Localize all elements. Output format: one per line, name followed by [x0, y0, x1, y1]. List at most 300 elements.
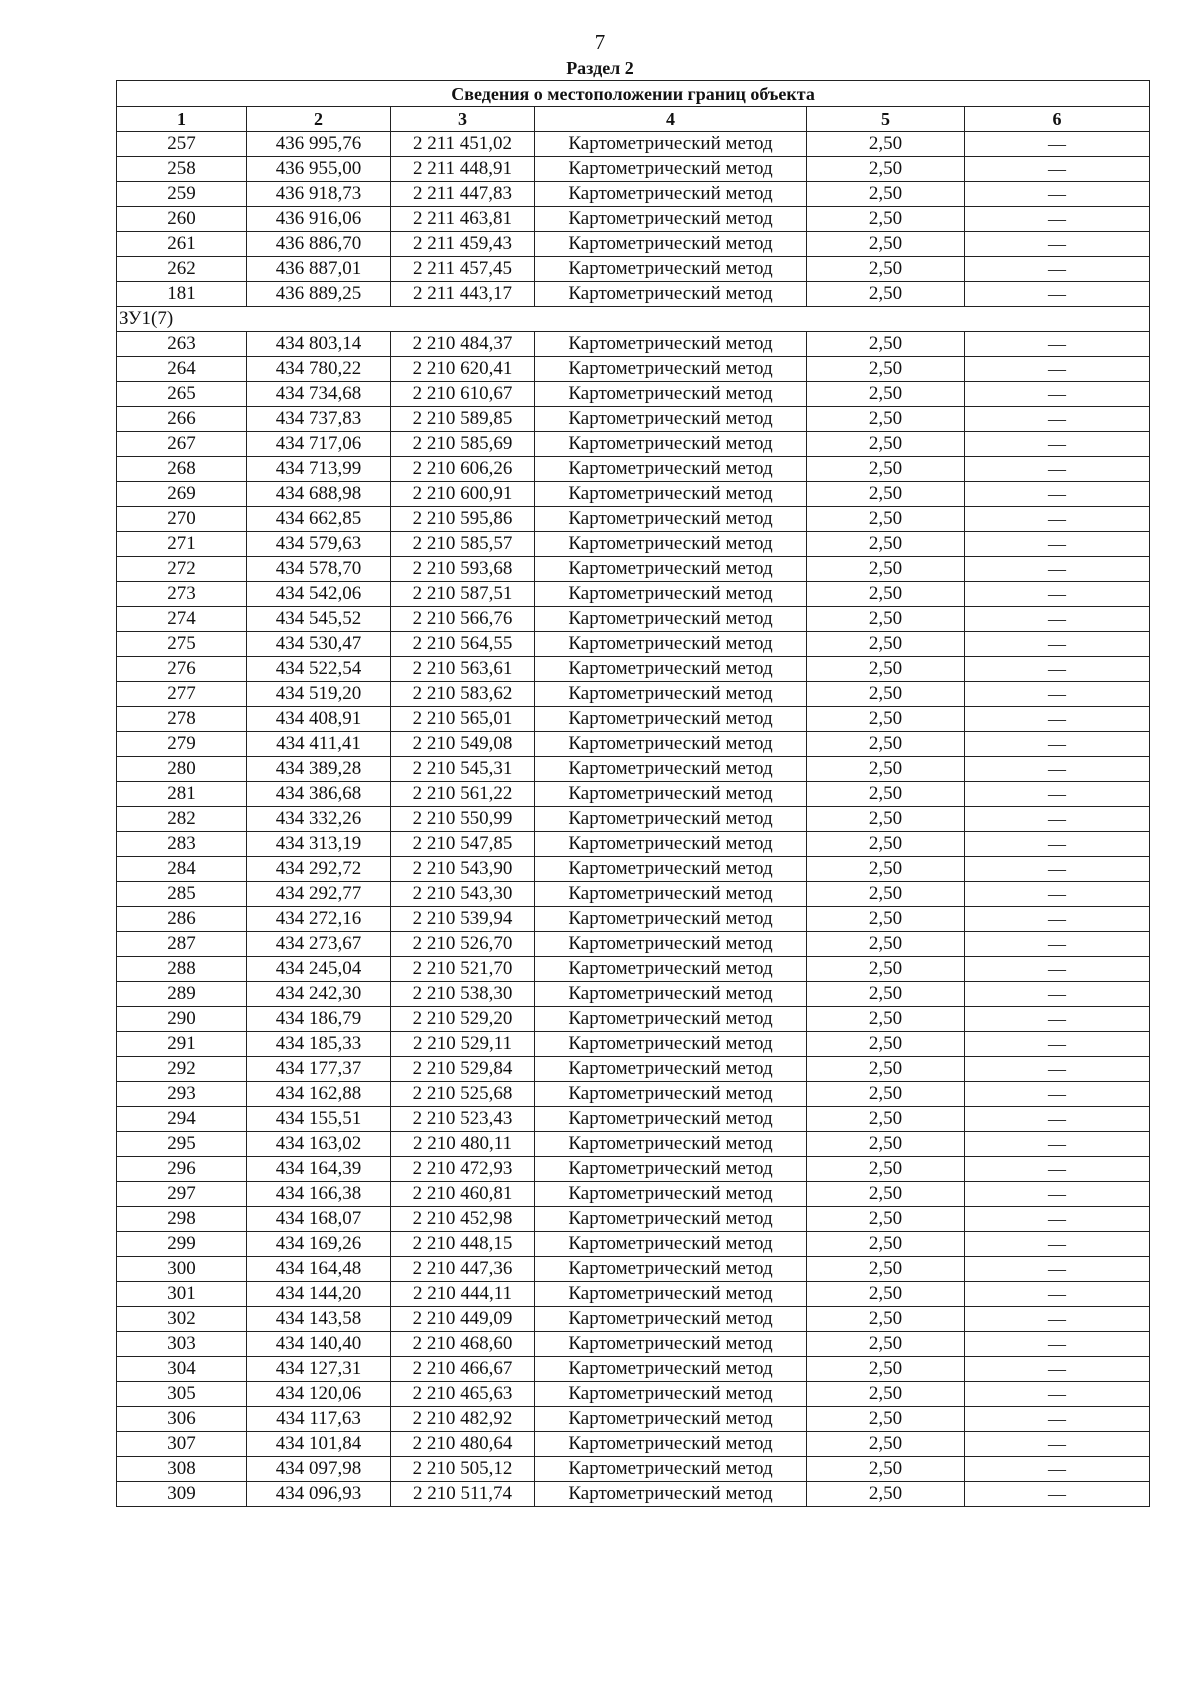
- point-number-cell: 297: [117, 1182, 247, 1207]
- method-cell: Картометрический метод: [535, 957, 807, 982]
- table-row: [117, 757, 1150, 782]
- table-row: [117, 282, 1150, 307]
- point-number-cell: 269: [117, 482, 247, 507]
- y-coordinate-cell: 2 210 545,31: [391, 757, 535, 782]
- method-cell: Картометрический метод: [535, 282, 807, 307]
- table-row: [117, 707, 1150, 732]
- group-label: ЗУ1(7): [117, 307, 1150, 332]
- y-coordinate-cell: 2 210 566,76: [391, 607, 535, 632]
- table-row: [117, 1007, 1150, 1032]
- x-coordinate-cell: 434 169,26: [247, 1232, 391, 1257]
- note-cell: —: [965, 1032, 1150, 1057]
- point-number-cell: 278: [117, 707, 247, 732]
- accuracy-cell: 2,50: [807, 332, 965, 357]
- x-coordinate-cell: 434 542,06: [247, 582, 391, 607]
- y-coordinate-cell: 2 210 480,11: [391, 1132, 535, 1157]
- y-coordinate-cell: 2 210 480,64: [391, 1432, 535, 1457]
- y-coordinate-cell: 2 210 525,68: [391, 1082, 535, 1107]
- x-coordinate-cell: 434 273,67: [247, 932, 391, 957]
- note-cell: —: [965, 1182, 1150, 1207]
- y-coordinate-cell: 2 211 448,91: [391, 157, 535, 182]
- x-coordinate-cell: 434 242,30: [247, 982, 391, 1007]
- accuracy-cell: 2,50: [807, 1132, 965, 1157]
- x-coordinate-cell: 434 096,93: [247, 1482, 391, 1507]
- method-cell: Картометрический метод: [535, 682, 807, 707]
- x-coordinate-cell: 434 140,40: [247, 1332, 391, 1357]
- accuracy-cell: 2,50: [807, 507, 965, 532]
- accuracy-cell: 2,50: [807, 232, 965, 257]
- note-cell: —: [965, 1232, 1150, 1257]
- accuracy-cell: 2,50: [807, 357, 965, 382]
- y-coordinate-cell: 2 210 585,69: [391, 432, 535, 457]
- x-coordinate-cell: 434 168,07: [247, 1207, 391, 1232]
- table-row: [117, 157, 1150, 182]
- accuracy-cell: 2,50: [807, 1407, 965, 1432]
- point-number-cell: 259: [117, 182, 247, 207]
- x-coordinate-cell: 434 164,48: [247, 1257, 391, 1282]
- point-number-cell: 286: [117, 907, 247, 932]
- accuracy-cell: 2,50: [807, 482, 965, 507]
- x-coordinate-cell: 434 292,72: [247, 857, 391, 882]
- x-coordinate-cell: 434 389,28: [247, 757, 391, 782]
- accuracy-cell: 2,50: [807, 1257, 965, 1282]
- table-row: [117, 1307, 1150, 1332]
- point-number-cell: 263: [117, 332, 247, 357]
- point-number-cell: 296: [117, 1157, 247, 1182]
- note-cell: —: [965, 482, 1150, 507]
- point-number-cell: 258: [117, 157, 247, 182]
- accuracy-cell: 2,50: [807, 1157, 965, 1182]
- point-number-cell: 280: [117, 757, 247, 782]
- note-cell: —: [965, 907, 1150, 932]
- table-row: [117, 257, 1150, 282]
- accuracy-cell: 2,50: [807, 257, 965, 282]
- note-cell: —: [965, 282, 1150, 307]
- method-cell: Картометрический метод: [535, 932, 807, 957]
- method-cell: Картометрический метод: [535, 232, 807, 257]
- note-cell: —: [965, 757, 1150, 782]
- table-row: [117, 782, 1150, 807]
- table-row: [117, 407, 1150, 432]
- point-number-cell: 274: [117, 607, 247, 632]
- y-coordinate-cell: 2 211 459,43: [391, 232, 535, 257]
- section-title: Раздел 2: [566, 58, 634, 78]
- method-cell: Картометрический метод: [535, 482, 807, 507]
- table-row: [117, 182, 1150, 207]
- table-row: [117, 1107, 1150, 1132]
- accuracy-cell: 2,50: [807, 632, 965, 657]
- point-number-cell: 291: [117, 1032, 247, 1057]
- column-number: 2: [247, 107, 391, 132]
- y-coordinate-cell: 2 210 606,26: [391, 457, 535, 482]
- table-body: [117, 132, 1150, 1507]
- point-number-cell: 302: [117, 1307, 247, 1332]
- method-cell: Картометрический метод: [535, 1257, 807, 1282]
- note-cell: —: [965, 957, 1150, 982]
- y-coordinate-cell: 2 210 511,74: [391, 1482, 535, 1507]
- method-cell: Картометрический метод: [535, 1432, 807, 1457]
- accuracy-cell: 2,50: [807, 557, 965, 582]
- y-coordinate-cell: 2 210 593,68: [391, 557, 535, 582]
- accuracy-cell: 2,50: [807, 182, 965, 207]
- method-cell: Картометрический метод: [535, 1107, 807, 1132]
- note-cell: —: [965, 882, 1150, 907]
- note-cell: —: [965, 557, 1150, 582]
- table-row: [117, 1207, 1150, 1232]
- point-number-cell: 293: [117, 1082, 247, 1107]
- x-coordinate-cell: 434 117,63: [247, 1407, 391, 1432]
- accuracy-cell: 2,50: [807, 1232, 965, 1257]
- point-number-cell: 279: [117, 732, 247, 757]
- y-coordinate-cell: 2 210 595,86: [391, 507, 535, 532]
- table-row: [117, 1132, 1150, 1157]
- method-cell: Картометрический метод: [535, 132, 807, 157]
- x-coordinate-cell: 434 579,63: [247, 532, 391, 557]
- point-number-cell: 266: [117, 407, 247, 432]
- note-cell: —: [965, 1132, 1150, 1157]
- accuracy-cell: 2,50: [807, 1432, 965, 1457]
- x-coordinate-cell: 436 916,06: [247, 207, 391, 232]
- method-cell: Картометрический метод: [535, 882, 807, 907]
- accuracy-cell: 2,50: [807, 907, 965, 932]
- accuracy-cell: 2,50: [807, 607, 965, 632]
- accuracy-cell: 2,50: [807, 1482, 965, 1507]
- table-row: [117, 1432, 1150, 1457]
- note-cell: —: [965, 982, 1150, 1007]
- method-cell: Картометрический метод: [535, 1157, 807, 1182]
- y-coordinate-cell: 2 210 484,37: [391, 332, 535, 357]
- method-cell: Картометрический метод: [535, 557, 807, 582]
- note-cell: —: [965, 532, 1150, 557]
- method-cell: Картометрический метод: [535, 582, 807, 607]
- method-cell: Картометрический метод: [535, 332, 807, 357]
- table-row: [117, 1482, 1150, 1507]
- point-number-cell: 262: [117, 257, 247, 282]
- y-coordinate-cell: 2 211 463,81: [391, 207, 535, 232]
- point-number-cell: 290: [117, 1007, 247, 1032]
- point-number-cell: 300: [117, 1257, 247, 1282]
- x-coordinate-cell: 436 918,73: [247, 182, 391, 207]
- x-coordinate-cell: 434 522,54: [247, 657, 391, 682]
- table-row: [117, 957, 1150, 982]
- x-coordinate-cell: 434 164,39: [247, 1157, 391, 1182]
- note-cell: —: [965, 1407, 1150, 1432]
- page-number: 7: [594, 30, 606, 54]
- table-row: [117, 207, 1150, 232]
- table-row: [117, 1382, 1150, 1407]
- accuracy-cell: 2,50: [807, 1207, 965, 1232]
- y-coordinate-cell: 2 211 443,17: [391, 282, 535, 307]
- table-row: [117, 682, 1150, 707]
- point-number-cell: 267: [117, 432, 247, 457]
- method-cell: Картометрический метод: [535, 182, 807, 207]
- accuracy-cell: 2,50: [807, 882, 965, 907]
- point-number-cell: 277: [117, 682, 247, 707]
- table-row: [117, 1232, 1150, 1257]
- method-cell: Картометрический метод: [535, 1232, 807, 1257]
- y-coordinate-cell: 2 210 610,67: [391, 382, 535, 407]
- y-coordinate-cell: 2 210 600,91: [391, 482, 535, 507]
- point-number-cell: 306: [117, 1407, 247, 1432]
- y-coordinate-cell: 2 210 521,70: [391, 957, 535, 982]
- x-coordinate-cell: 434 186,79: [247, 1007, 391, 1032]
- accuracy-cell: 2,50: [807, 1057, 965, 1082]
- point-number-cell: 304: [117, 1357, 247, 1382]
- x-coordinate-cell: 434 578,70: [247, 557, 391, 582]
- x-coordinate-cell: 434 101,84: [247, 1432, 391, 1457]
- point-number-cell: 303: [117, 1332, 247, 1357]
- point-number-cell: 295: [117, 1132, 247, 1157]
- accuracy-cell: 2,50: [807, 457, 965, 482]
- accuracy-cell: 2,50: [807, 1332, 965, 1357]
- x-coordinate-cell: 434 162,88: [247, 1082, 391, 1107]
- accuracy-cell: 2,50: [807, 982, 965, 1007]
- note-cell: —: [965, 1332, 1150, 1357]
- point-number-cell: 272: [117, 557, 247, 582]
- x-coordinate-cell: 434 097,98: [247, 1457, 391, 1482]
- note-cell: —: [965, 432, 1150, 457]
- table-row: [117, 532, 1150, 557]
- y-coordinate-cell: 2 211 447,83: [391, 182, 535, 207]
- point-number-cell: 284: [117, 857, 247, 882]
- x-coordinate-cell: 434 408,91: [247, 707, 391, 732]
- note-cell: —: [965, 807, 1150, 832]
- x-coordinate-cell: 434 662,85: [247, 507, 391, 532]
- method-cell: Картометрический метод: [535, 1332, 807, 1357]
- note-cell: —: [965, 1082, 1150, 1107]
- method-cell: Картометрический метод: [535, 632, 807, 657]
- note-cell: —: [965, 1457, 1150, 1482]
- table-row: [117, 1032, 1150, 1057]
- y-coordinate-cell: 2 210 468,60: [391, 1332, 535, 1357]
- point-number-cell: 309: [117, 1482, 247, 1507]
- accuracy-cell: 2,50: [807, 932, 965, 957]
- x-coordinate-cell: 434 332,26: [247, 807, 391, 832]
- table-row: [117, 1357, 1150, 1382]
- method-cell: Картометрический метод: [535, 657, 807, 682]
- note-cell: —: [965, 1432, 1150, 1457]
- note-cell: —: [965, 1382, 1150, 1407]
- note-cell: —: [965, 1357, 1150, 1382]
- method-cell: Картометрический метод: [535, 1407, 807, 1432]
- method-cell: Картометрический метод: [535, 1057, 807, 1082]
- x-coordinate-cell: 434 530,47: [247, 632, 391, 657]
- method-cell: Картометрический метод: [535, 1207, 807, 1232]
- method-cell: Картометрический метод: [535, 532, 807, 557]
- y-coordinate-cell: 2 210 583,62: [391, 682, 535, 707]
- x-coordinate-cell: 436 955,00: [247, 157, 391, 182]
- y-coordinate-cell: 2 210 547,85: [391, 832, 535, 857]
- accuracy-cell: 2,50: [807, 657, 965, 682]
- accuracy-cell: 2,50: [807, 832, 965, 857]
- y-coordinate-cell: 2 210 505,12: [391, 1457, 535, 1482]
- accuracy-cell: 2,50: [807, 1032, 965, 1057]
- accuracy-cell: 2,50: [807, 682, 965, 707]
- table-row: [117, 1457, 1150, 1482]
- x-coordinate-cell: 434 166,38: [247, 1182, 391, 1207]
- method-cell: Картометрический метод: [535, 382, 807, 407]
- note-cell: —: [965, 457, 1150, 482]
- accuracy-cell: 2,50: [807, 757, 965, 782]
- point-number-cell: 299: [117, 1232, 247, 1257]
- accuracy-cell: 2,50: [807, 382, 965, 407]
- note-cell: —: [965, 607, 1150, 632]
- method-cell: Картометрический метод: [535, 1082, 807, 1107]
- x-coordinate-cell: 434 688,98: [247, 482, 391, 507]
- table-row: [117, 557, 1150, 582]
- x-coordinate-cell: 434 272,16: [247, 907, 391, 932]
- table-row: [117, 507, 1150, 532]
- table-row: [117, 607, 1150, 632]
- x-coordinate-cell: 434 411,41: [247, 732, 391, 757]
- note-cell: —: [965, 257, 1150, 282]
- note-cell: —: [965, 1107, 1150, 1132]
- column-number: 1: [117, 107, 247, 132]
- point-number-cell: 287: [117, 932, 247, 957]
- point-number-cell: 271: [117, 532, 247, 557]
- y-coordinate-cell: 2 210 482,92: [391, 1407, 535, 1432]
- note-cell: —: [965, 357, 1150, 382]
- method-cell: Картометрический метод: [535, 1357, 807, 1382]
- column-number: 5: [807, 107, 965, 132]
- point-number-cell: 282: [117, 807, 247, 832]
- note-cell: —: [965, 157, 1150, 182]
- accuracy-cell: 2,50: [807, 1307, 965, 1332]
- note-cell: —: [965, 632, 1150, 657]
- table-row: [117, 857, 1150, 882]
- y-coordinate-cell: 2 210 538,30: [391, 982, 535, 1007]
- table-row: [117, 1157, 1150, 1182]
- method-cell: Картометрический метод: [535, 857, 807, 882]
- note-cell: —: [965, 407, 1150, 432]
- boundary-coordinates-table: [116, 80, 1150, 1507]
- y-coordinate-cell: 2 210 529,11: [391, 1032, 535, 1057]
- note-cell: —: [965, 1057, 1150, 1082]
- table-row: [117, 432, 1150, 457]
- table-row: [117, 1282, 1150, 1307]
- note-cell: —: [965, 1257, 1150, 1282]
- note-cell: —: [965, 832, 1150, 857]
- table-row: [117, 357, 1150, 382]
- method-cell: Картометрический метод: [535, 407, 807, 432]
- x-coordinate-cell: 434 177,37: [247, 1057, 391, 1082]
- y-coordinate-cell: 2 210 452,98: [391, 1207, 535, 1232]
- note-cell: —: [965, 657, 1150, 682]
- method-cell: Картометрический метод: [535, 832, 807, 857]
- table-row: [117, 1057, 1150, 1082]
- y-coordinate-cell: 2 210 550,99: [391, 807, 535, 832]
- table-row: [117, 1407, 1150, 1432]
- x-coordinate-cell: 434 163,02: [247, 1132, 391, 1157]
- x-coordinate-cell: 434 143,58: [247, 1307, 391, 1332]
- method-cell: Картометрический метод: [535, 1482, 807, 1507]
- method-cell: Картометрический метод: [535, 207, 807, 232]
- x-coordinate-cell: 434 386,68: [247, 782, 391, 807]
- y-coordinate-cell: 2 210 460,81: [391, 1182, 535, 1207]
- accuracy-cell: 2,50: [807, 532, 965, 557]
- table-row: [117, 482, 1150, 507]
- point-number-cell: 181: [117, 282, 247, 307]
- accuracy-cell: 2,50: [807, 782, 965, 807]
- point-number-cell: 283: [117, 832, 247, 857]
- table-row: [117, 632, 1150, 657]
- y-coordinate-cell: 2 210 585,57: [391, 532, 535, 557]
- x-coordinate-cell: 436 889,25: [247, 282, 391, 307]
- table-row: [117, 732, 1150, 757]
- point-number-cell: 273: [117, 582, 247, 607]
- method-cell: Картометрический метод: [535, 1382, 807, 1407]
- point-number-cell: 298: [117, 1207, 247, 1232]
- y-coordinate-cell: 2 210 465,63: [391, 1382, 535, 1407]
- method-cell: Картометрический метод: [535, 1457, 807, 1482]
- method-cell: Картометрический метод: [535, 1032, 807, 1057]
- y-coordinate-cell: 2 210 587,51: [391, 582, 535, 607]
- accuracy-cell: 2,50: [807, 407, 965, 432]
- method-cell: Картометрический метод: [535, 607, 807, 632]
- table-row: [117, 457, 1150, 482]
- note-cell: —: [965, 332, 1150, 357]
- note-cell: —: [965, 1307, 1150, 1332]
- x-coordinate-cell: 434 292,77: [247, 882, 391, 907]
- method-cell: Картометрический метод: [535, 1307, 807, 1332]
- table-row: [117, 1257, 1150, 1282]
- method-cell: Картометрический метод: [535, 1282, 807, 1307]
- y-coordinate-cell: 2 210 543,30: [391, 882, 535, 907]
- x-coordinate-cell: 434 734,68: [247, 382, 391, 407]
- x-coordinate-cell: 434 185,33: [247, 1032, 391, 1057]
- y-coordinate-cell: 2 210 563,61: [391, 657, 535, 682]
- x-coordinate-cell: 434 127,31: [247, 1357, 391, 1382]
- table-row: [117, 1332, 1150, 1357]
- method-cell: Картометрический метод: [535, 807, 807, 832]
- y-coordinate-cell: 2 211 451,02: [391, 132, 535, 157]
- y-coordinate-cell: 2 210 565,01: [391, 707, 535, 732]
- point-number-cell: 261: [117, 232, 247, 257]
- method-cell: Картометрический метод: [535, 782, 807, 807]
- method-cell: Картометрический метод: [535, 1007, 807, 1032]
- note-cell: —: [965, 682, 1150, 707]
- y-coordinate-cell: 2 210 523,43: [391, 1107, 535, 1132]
- table-row: [117, 382, 1150, 407]
- table-caption-row: [117, 81, 1150, 107]
- note-cell: —: [965, 582, 1150, 607]
- x-coordinate-cell: 434 545,52: [247, 607, 391, 632]
- y-coordinate-cell: 2 210 526,70: [391, 932, 535, 957]
- y-coordinate-cell: 2 210 564,55: [391, 632, 535, 657]
- table-row: [117, 582, 1150, 607]
- accuracy-cell: 2,50: [807, 282, 965, 307]
- table-group-row: [117, 307, 1150, 332]
- y-coordinate-cell: 2 210 472,93: [391, 1157, 535, 1182]
- column-number: 3: [391, 107, 535, 132]
- point-number-cell: 289: [117, 982, 247, 1007]
- accuracy-cell: 2,50: [807, 1457, 965, 1482]
- x-coordinate-cell: 434 717,06: [247, 432, 391, 457]
- x-coordinate-cell: 434 519,20: [247, 682, 391, 707]
- table-row: [117, 982, 1150, 1007]
- table-row: [117, 932, 1150, 957]
- note-cell: —: [965, 1482, 1150, 1507]
- y-coordinate-cell: 2 210 444,11: [391, 1282, 535, 1307]
- point-number-cell: 260: [117, 207, 247, 232]
- note-cell: —: [965, 1282, 1150, 1307]
- note-cell: —: [965, 182, 1150, 207]
- method-cell: Картометрический метод: [535, 457, 807, 482]
- method-cell: Картометрический метод: [535, 732, 807, 757]
- point-number-cell: 285: [117, 882, 247, 907]
- note-cell: —: [965, 507, 1150, 532]
- table-row: [117, 907, 1150, 932]
